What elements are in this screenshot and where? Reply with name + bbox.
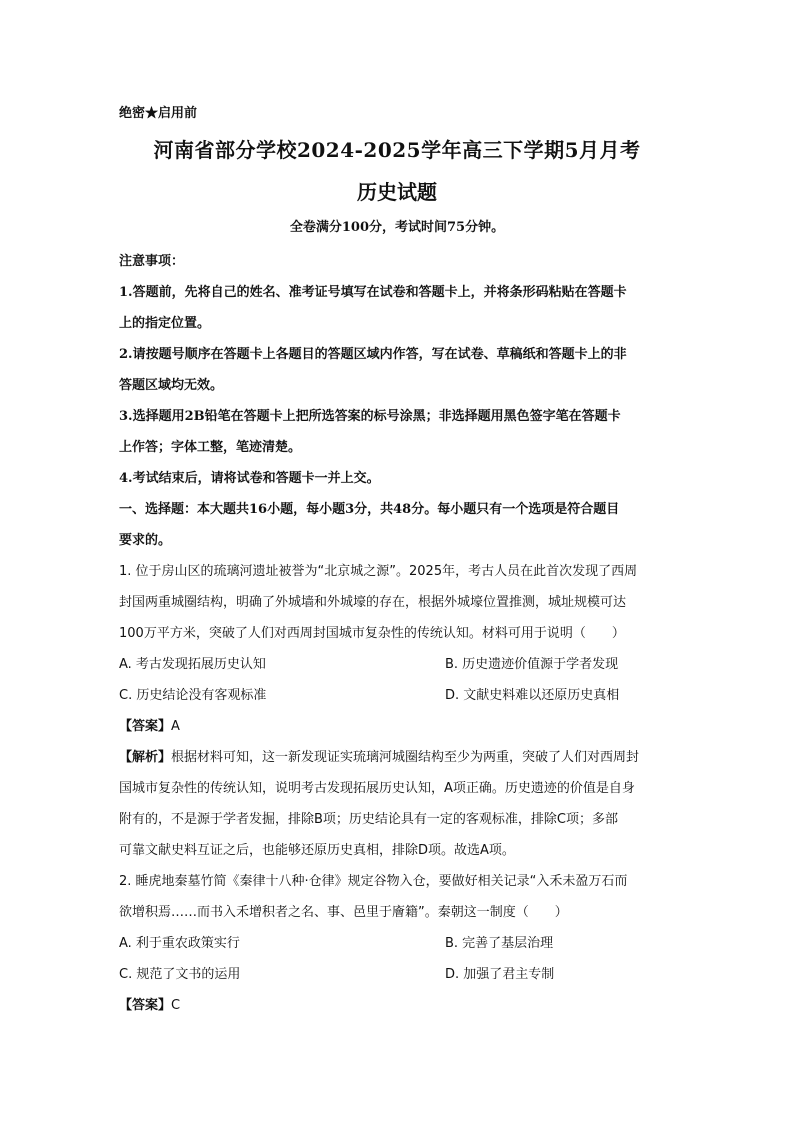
section-heading-line-1: 一、选择题：本大题共16小题，每小题3分，共48分。每小题只有一个选项是符合题目 — [119, 502, 620, 517]
answer-tag: 【答案】 — [119, 719, 172, 734]
question-1-stem-line-3: 100万平方米，突破了人们对西周封国城市复杂性的传统认知。材料可用于说明（ ） — [119, 626, 625, 641]
question-1-answer — [119, 711, 675, 742]
question-1-stem-line-2: 封国两重城圈结构，明确了外城墙和外城壕的存在，根据外城壕位置推测，城址规模可达 — [119, 595, 627, 610]
question-1-analysis-line-2: 国城市复杂性的传统认知，说明考古发现拓展历史认知，A项正确。历史遗迹的价值是自身 — [119, 781, 635, 796]
question-1-analysis-line-1 — [119, 742, 675, 773]
question-2-option-b: B. 完善了基层治理 — [445, 936, 554, 951]
notice-item-3-line-1: 3.选择题用2B铅笔在答题卡上把所选答案的标号涂黑；非选择题用黑色签字笔在答题卡 — [119, 409, 621, 424]
page-subtitle: 历史试题 — [357, 180, 437, 204]
notice-item-4-line-1: 4.考试结束后，请将试卷和答题卡一并上交。 — [119, 471, 380, 486]
exam-content — [119, 246, 675, 1021]
question-2-option-a: A. 利于重农政策实行 — [119, 936, 240, 951]
question-2-stem-line-2: 欲增积焉……而书入禾增积者之名、事、邑里于廥籍”。秦朝这一制度（ ） — [119, 905, 568, 920]
page-title: 河南省部分学校2024-2025学年高三下学期5月月考 — [153, 138, 641, 162]
notice-item-3-line-2: 上作答；字体工整，笔迹清楚。 — [119, 440, 302, 455]
notice-heading: 注意事项： — [119, 254, 185, 269]
notice-item-1-line-2: 上的指定位置。 — [119, 316, 211, 331]
question-2-option-d: D. 加强了君主专制 — [445, 967, 555, 982]
section-heading-line-2: 要求的。 — [119, 533, 172, 548]
notice-item-2-line-1: 2.请按题号顺序在答题卡上各题目的答题区域内作答，写在试卷、草稿纸和答题卡上的非 — [119, 347, 627, 362]
question-1-options-row-2 — [119, 680, 675, 711]
notice-item-2-line-2: 答题区域均无效。 — [119, 378, 224, 393]
question-2-answer — [119, 990, 675, 1021]
question-1-option-d: D. 文献史料难以还原历史真相 — [445, 688, 620, 703]
answer-tag: 【答案】 — [119, 998, 172, 1013]
question-2-options-row-1 — [119, 928, 675, 959]
answer-value: A — [171, 719, 180, 734]
question-1-stem-line-1: 1. 位于房山区的琉璃河遗址被誉为“北京城之源”。2025年，考古人员在此首次发现了西周 — [119, 564, 638, 579]
question-2-option-c: C. 规范了文书的运用 — [119, 967, 241, 982]
question-1-options-row-1 — [119, 649, 675, 680]
question-2-options-row-2 — [119, 959, 675, 990]
notice-item-1-line-1: 1.答题前，先将自己的姓名、准考证号填写在试卷和答题卡上，并将条形码粘贴在答题卡 — [119, 285, 627, 300]
question-1-analysis-line-3: 附有的，不是源于学者发掘，排除B项；历史结论具有一定的客观标准，排除C项；多部 — [119, 812, 618, 827]
question-1-analysis-line-4: 可靠文献史料互证之后，也能够还原历史真相，排除D项。故选A项。 — [119, 843, 515, 858]
question-1-option-b: B. 历史遗迹价值源于学者发现 — [445, 657, 619, 672]
analysis-tag: 【解析】 — [119, 750, 172, 765]
exam-info: 全卷满分100分，考试时间75分钟。 — [289, 220, 505, 235]
question-1-option-c: C. 历史结论没有客观标准 — [119, 688, 267, 703]
question-1-option-a: A. 考古发现拓展历史认知 — [119, 657, 266, 672]
analysis-text: 根据材料可知，这一新发现证实琉璃河城圈结构至少为两重，突破了人们对西周封 — [171, 750, 640, 765]
answer-value: C — [171, 998, 181, 1013]
secret-label: 绝密★启用前 — [119, 106, 198, 121]
question-2-stem-line-1: 2. 睡虎地秦墓竹简《秦律十八种·仓律》规定谷物入仓，要做好相关记录“入禾未盈万石而 — [119, 874, 628, 889]
